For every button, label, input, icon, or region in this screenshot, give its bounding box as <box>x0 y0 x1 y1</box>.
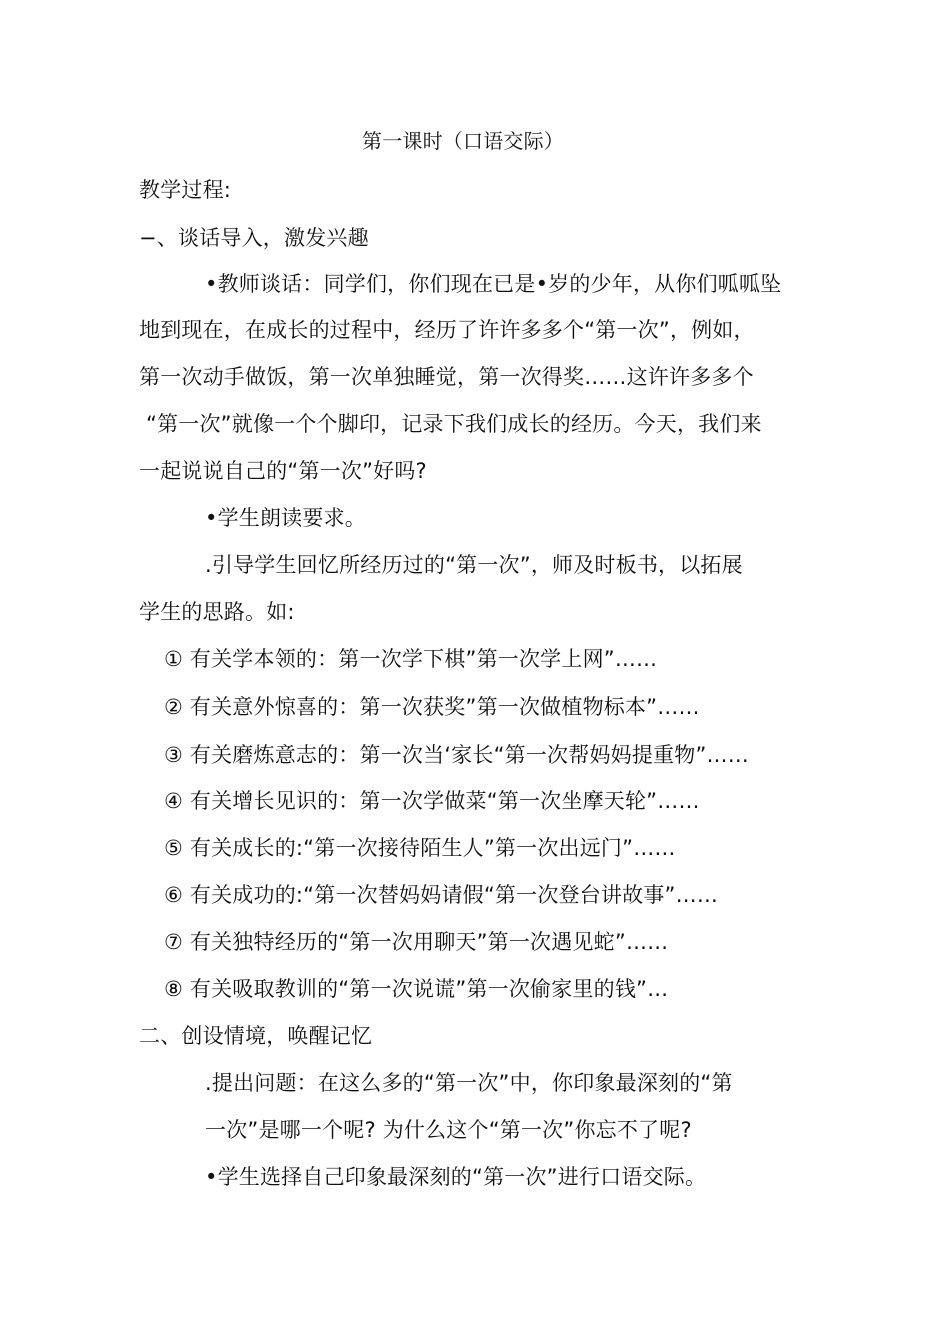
section-1-para-1-line-3: 第一次动手做饭，第一次单独睡觉，第一次得奖……这许许多多个 <box>139 365 754 389</box>
section-1-para-2: •学生朗读要求。 <box>205 506 366 530</box>
process-heading: 教学过程: <box>139 178 232 202</box>
list-item-2: ② 有关意外惊喜的：第一次获奖”第一次做植物标本”…… <box>164 695 700 719</box>
list-item-3: ③ 有关磨炼意志的：第一次当‘家长“第一次帮妈妈提重物”…… <box>164 743 749 767</box>
list-item-6: ⑥ 有关成功的:“第一次替妈妈请假“第一次登台讲故事”…… <box>164 883 719 907</box>
list-item-4: ④ 有关增长见识的：第一次学做菜“第一次坐摩天轮”…… <box>164 789 700 813</box>
list-item-5: ⑤ 有关成长的:“第一次接待陌生人”第一次出远门”…… <box>164 836 676 860</box>
section-1-para-1-line-1: •教师谈话：同学们，你们现在已是•岁的少年，从你们呱呱坠 <box>205 272 782 296</box>
section-2-heading: 二、创设情境，唤醒记忆 <box>139 1024 373 1048</box>
list-item-8: ⑧ 有关吸取教训的“第一次说谎”第一次偷家里的钱”… <box>164 977 669 1001</box>
section-1-para-1-line-2: 地到现在，在成长的过程中，经历了许许多多个“第一次”，例如， <box>139 318 755 342</box>
section-1-para-1-line-4: “第一次”就像一个个脚印，记录下我们成长的经历。今天，我们来 <box>146 412 762 436</box>
page-title: 第一课时（口语交际） <box>362 129 564 153</box>
list-item-7: ⑦ 有关独特经历的“第一次用聊天”第一次遇见蛇”…… <box>164 930 669 954</box>
section-1-para-1-line-5: 一起说说自己的“第一次”好吗? <box>139 459 427 483</box>
section-2-para-1-line-1: .提出问题：在这么多的“第一次”中，你印象最深刻的“第 <box>205 1071 733 1095</box>
section-1-para-3-line-2: 学生的思路。如: <box>139 600 295 624</box>
list-item-1: ① 有关学本领的：第一次学下棋”第一次学上网”…… <box>164 647 658 671</box>
section-2-para-1-line-2: 一次”是哪一个呢? 为什么这个“第一次”你忘不了呢? <box>205 1118 692 1142</box>
section-2-para-2: •学生选择自己印象最深刻的“第一次”进行口语交际。 <box>205 1165 707 1189</box>
section-1-para-3-line-1: .引导学生回忆所经历过的“第一次”，师及时板书，以拓展 <box>205 553 743 577</box>
section-1-heading: −、谈话导入，激发兴趣 <box>139 226 369 250</box>
